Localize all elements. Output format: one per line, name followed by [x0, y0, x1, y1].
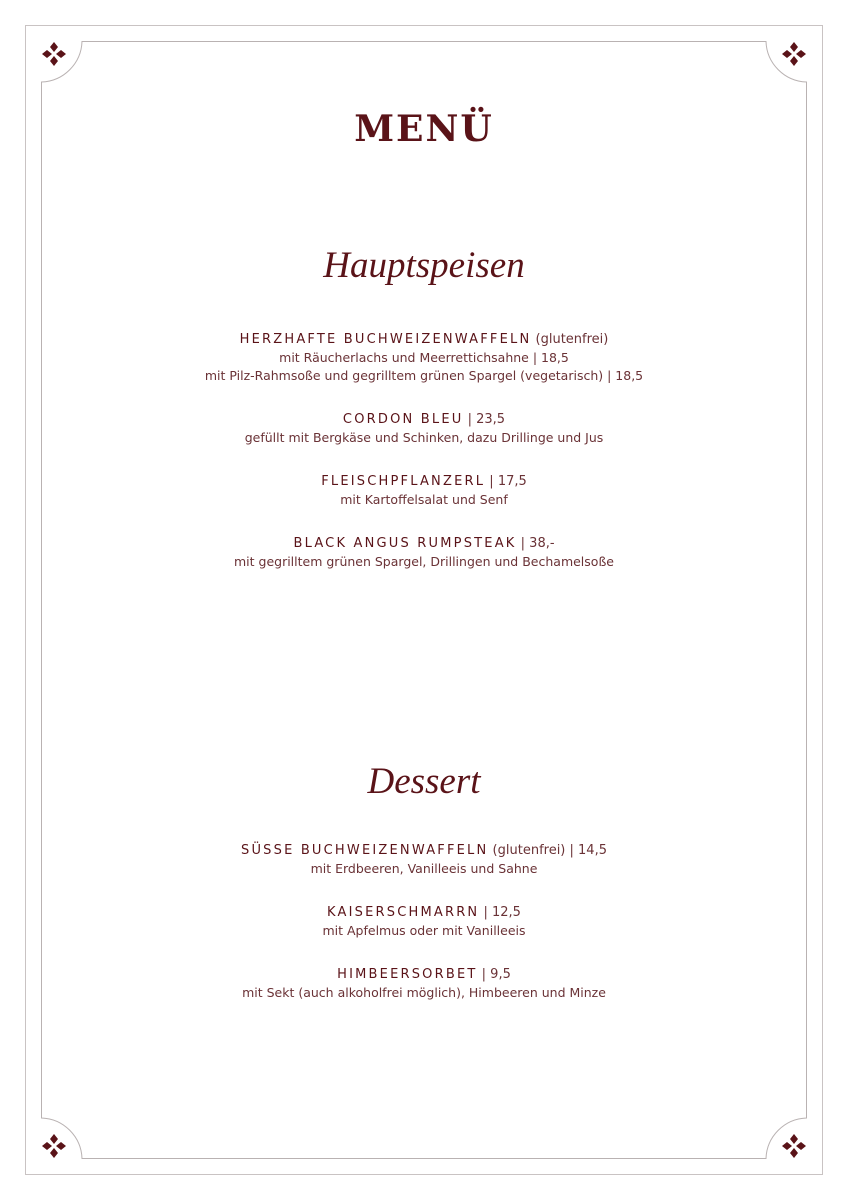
menu-title: MENÜ [354, 108, 494, 150]
dessert-list [0, 842, 848, 1002]
menu-item-title [0, 842, 848, 860]
section-heading-dessert: Dessert [367, 761, 481, 802]
menu-item-description: mit Kartoffelsalat und Senf [340, 492, 508, 507]
menu-item-name: HERZHAFTE BUCHWEIZENWAFFELN [239, 332, 532, 347]
corner-ornament-top-right-icon [780, 40, 808, 68]
menu-item-name: KAISERSCHMARRN [327, 905, 480, 920]
menu-item-title [0, 904, 848, 922]
menu-item-name: CORDON BLEU [342, 412, 464, 427]
menu-item-name: FLEISCHPFLANZERL [321, 474, 486, 489]
menu-item-extra: | 23,5 [463, 412, 506, 427]
menu-item-description: gefüllt mit Bergkäse und Schinken, dazu Drillinge und Jus [244, 430, 604, 445]
menu-item-description: mit gegrilltem grünen Spargel, Drillingen und Bechamelsoße [233, 554, 615, 569]
menu-item-description: mit Sekt (auch alkoholfrei möglich), Himbeeren und Minze [242, 985, 606, 1000]
section-heading-hauptspeisen: Hauptspeisen [323, 245, 525, 286]
menu-item [0, 842, 848, 878]
menu-item-description: mit Apfelmus oder mit Vanilleeis [322, 923, 526, 938]
menu-item-title [0, 966, 848, 984]
corner-ornament-bottom-right-icon [780, 1132, 808, 1160]
menu-item-extra: | 17,5 [485, 474, 527, 489]
menu-item-title [0, 535, 848, 553]
menu-item-name: BLACK ANGUS RUMPSTEAK [293, 536, 517, 551]
menu-item-extra: (glutenfrei) | 14,5 [488, 843, 607, 858]
corner-ornament-bottom-left-icon [40, 1132, 68, 1160]
menu-item [0, 535, 848, 571]
menu-item-description: mit Pilz-Rahmsoße und gegrilltem grünen Spargel (vegetarisch) | 18,5 [204, 368, 644, 383]
menu-item [0, 473, 848, 509]
menu-item-extra: | 12,5 [479, 905, 521, 920]
menu-item-title [0, 411, 848, 429]
menu-item-title [0, 331, 848, 349]
menu-item-extra: | 9,5 [477, 967, 511, 982]
menu-item-title [0, 473, 848, 491]
menu-item-description: mit Räucherlachs und Meerrettichsahne | 18,5 [279, 350, 569, 365]
menu-item-extra: (glutenfrei) [531, 332, 609, 347]
menu-item-name: HIMBEERSORBET [337, 967, 478, 982]
menu-item [0, 904, 848, 940]
menu-item [0, 331, 848, 385]
menu-item [0, 966, 848, 1002]
menu-item-description: mit Erdbeeren, Vanilleeis und Sahne [310, 861, 538, 876]
corner-ornament-top-left-icon [40, 40, 68, 68]
menu-item-extra: | 38,- [516, 536, 555, 551]
menu-item [0, 411, 848, 447]
menu-item-name: SÜSSE BUCHWEIZENWAFFELN [241, 843, 489, 858]
hauptspeisen-list [0, 331, 848, 571]
